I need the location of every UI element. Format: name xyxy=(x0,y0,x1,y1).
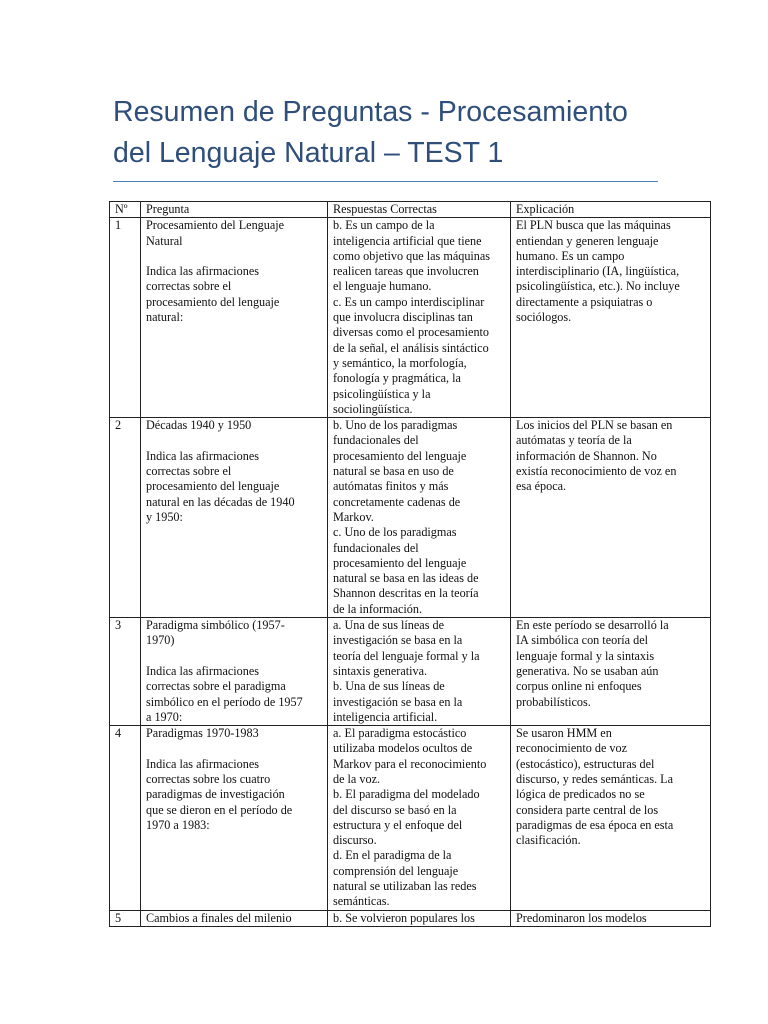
cell-text-line: que involucra disciplinas tan xyxy=(333,310,473,325)
cell-text-line: correctas sobre los cuatro xyxy=(146,771,271,786)
answers-cell xyxy=(328,218,511,418)
table-row xyxy=(110,218,711,418)
cell-text-line: Shannon descritas en la teoría xyxy=(333,586,479,601)
cell-text-line: En este período se desarrolló la xyxy=(516,618,669,633)
cell-text-line: esa época. xyxy=(516,479,567,494)
cell-text-line: Paradigmas 1970-1983 xyxy=(146,726,259,741)
cell-text-line: Indica las afirmaciones xyxy=(146,756,260,771)
row-number: 1 xyxy=(110,218,141,418)
question-cell xyxy=(141,726,328,911)
cell-text-line: y semántico, la morfología, xyxy=(333,355,467,370)
cell-text-line: 1970 a 1983: xyxy=(146,817,210,832)
cell-text-line: inteligencia artificial. xyxy=(333,709,438,724)
cell-text-line: Predominaron los modelos xyxy=(516,910,647,925)
header-question: Pregunta xyxy=(141,202,328,218)
cell-text-line: interdisciplinario (IA, lingüística, xyxy=(516,264,680,279)
cell-text-line: clasificación. xyxy=(516,833,581,848)
answers-cell xyxy=(328,418,511,618)
table-header-row xyxy=(110,202,711,218)
cell-text-line: discurso, y redes semánticas. La xyxy=(516,771,674,786)
cell-text-line: procesamiento del lenguaje xyxy=(146,479,280,494)
cell-text-line: Indica las afirmaciones xyxy=(146,448,260,463)
cell-text-line: teoría del lenguaje formal y la xyxy=(333,648,480,663)
table-row xyxy=(110,618,711,726)
cell-text-line: d. En el paradigma de la xyxy=(333,848,452,863)
table-row xyxy=(110,910,711,926)
cell-text-line: b. Se volvieron populares los xyxy=(333,910,475,925)
cell-text-line: b. Es un campo de la xyxy=(333,218,435,233)
line-gap xyxy=(146,249,323,264)
cell-text-line: a. Una de sus líneas de xyxy=(333,618,445,633)
cell-text-line: Paradigma simbólico (1957- xyxy=(146,618,285,633)
cell-text-line: psicolingüística y la xyxy=(333,386,431,401)
answers-cell xyxy=(328,726,511,911)
cell-text-line: existía reconocimiento de voz en xyxy=(516,464,677,479)
cell-text-line: investigación se basa en la xyxy=(333,694,463,709)
table-row xyxy=(110,418,711,618)
cell-text-line: humano. Es un campo xyxy=(516,248,625,263)
cell-text-line: procesamiento del lenguaje xyxy=(333,555,467,570)
cell-text-line: realicen tareas que involucren xyxy=(333,264,479,279)
explanation-cell xyxy=(511,618,711,726)
cell-text-line: como objetivo que las máquinas xyxy=(333,248,491,263)
question-cell xyxy=(141,418,328,618)
explanation-cell xyxy=(511,726,711,911)
cell-text-line: y 1950: xyxy=(146,509,183,524)
cell-text-line: Markov. xyxy=(333,509,374,524)
answers-cell xyxy=(328,910,511,926)
cell-text-line: Procesamiento del Lenguaje xyxy=(146,218,285,233)
row-number: 3 xyxy=(110,618,141,726)
table-row xyxy=(110,726,711,911)
explanation-cell xyxy=(511,910,711,926)
cell-text-line: El PLN busca que las máquinas xyxy=(516,218,671,233)
explanation-cell xyxy=(511,218,711,418)
cell-text-line: procesamiento del lenguaje xyxy=(146,294,280,309)
cell-text-line: (estocástico), estructuras del xyxy=(516,756,655,771)
cell-text-line: b. Una de sus líneas de xyxy=(333,679,445,694)
cell-text-line: autómatas y teoría de la xyxy=(516,433,632,448)
title-underline xyxy=(113,181,658,182)
cell-text-line: Markov para el reconocimiento xyxy=(333,756,487,771)
cell-text-line: corpus online ni enfoques xyxy=(516,679,642,694)
cell-text-line: b. Uno de los paradigmas xyxy=(333,418,458,433)
document-title xyxy=(113,92,673,174)
cell-text-line: de la señal, el análisis sintáctico xyxy=(333,340,489,355)
cell-text-line: b. El paradigma del modelado xyxy=(333,787,480,802)
cell-text-line: natural: xyxy=(146,310,184,325)
cell-text-line: información de Shannon. No xyxy=(516,448,657,463)
cell-text-line: a 1970: xyxy=(146,709,183,724)
line-gap xyxy=(146,649,323,664)
cell-text-line: considera parte central de los xyxy=(516,802,659,817)
cell-text-line: lenguaje formal y la sintaxis xyxy=(516,648,655,663)
cell-text-line: fundacionales del xyxy=(333,433,419,448)
cell-text-line: correctas sobre el xyxy=(146,279,232,294)
row-number: 5 xyxy=(110,910,141,926)
cell-text-line: concretamente cadenas de xyxy=(333,494,461,509)
cell-text-line: utilizaba modelos ocultos de xyxy=(333,741,473,756)
header-number: Nº xyxy=(110,202,141,218)
cell-text-line: psicolingüística, etc.). No incluye xyxy=(516,279,680,294)
cell-text-line: Los inicios del PLN se basan en xyxy=(516,418,673,433)
cell-text-line: reconocimiento de voz xyxy=(516,741,627,756)
cell-text-line: comprensión del lenguaje xyxy=(333,863,459,878)
cell-text-line: del discurso se basó en la xyxy=(333,802,457,817)
cell-text-line: de la voz. xyxy=(333,771,381,786)
cell-text-line: sintaxis generativa. xyxy=(333,663,428,678)
cell-text-line: natural se basa en uso de xyxy=(333,464,454,479)
cell-text-line: semánticas. xyxy=(333,894,390,909)
row-number: 4 xyxy=(110,726,141,911)
cell-text-line: a. El paradigma estocástico xyxy=(333,726,467,741)
cell-text-line: inteligencia artificial que tiene xyxy=(333,233,482,248)
header-explanation: Explicación xyxy=(511,202,711,218)
cell-text-line: el lenguaje humano. xyxy=(333,279,432,294)
cell-text-line: c. Es un campo interdisciplinar xyxy=(333,294,485,309)
row-number: 2 xyxy=(110,418,141,618)
cell-text-line: sociolingüística. xyxy=(333,401,413,416)
cell-text-line: paradigmas de esa época en esta xyxy=(516,817,674,832)
cell-text-line: sociólogos. xyxy=(516,310,572,325)
cell-text-line: natural en las décadas de 1940 xyxy=(146,494,295,509)
cell-text-line: Cambios a finales del milenio xyxy=(146,910,292,925)
cell-text-line: simbólico en el período de 1957 xyxy=(146,694,303,709)
cell-text-line: 1970) xyxy=(146,633,175,648)
cell-text-line: estructura y el enfoque del xyxy=(333,817,463,832)
cell-text-line: directamente a psiquiatras o xyxy=(516,294,653,309)
summary-table xyxy=(109,201,711,927)
answers-cell xyxy=(328,618,511,726)
cell-text-line: generativa. No se usaban aún xyxy=(516,663,659,678)
cell-text-line: procesamiento del lenguaje xyxy=(333,448,467,463)
cell-text-line: discurso. xyxy=(333,833,377,848)
cell-text-line: probabilísticos. xyxy=(516,694,591,709)
cell-text-line: natural se basa en las ideas de xyxy=(333,571,479,586)
cell-text-line: que se dieron en el período de xyxy=(146,802,293,817)
cell-text-line: Indica las afirmaciones xyxy=(146,663,260,678)
question-cell xyxy=(141,218,328,418)
question-cell xyxy=(141,910,328,926)
cell-text-line: IA simbólica con teoría del xyxy=(516,633,648,648)
title-line: del Lenguaje Natural – TEST 1 xyxy=(113,137,504,169)
cell-text-line: de la información. xyxy=(333,601,423,616)
cell-text-line: correctas sobre el paradigma xyxy=(146,679,286,694)
cell-text-line: diversas como el procesamiento xyxy=(333,325,490,340)
cell-text-line: investigación se basa en la xyxy=(333,633,463,648)
cell-text-line: natural se utilizaban las redes xyxy=(333,879,477,894)
cell-text-line: fonología y pragmática, la xyxy=(333,371,461,386)
cell-text-line: correctas sobre el xyxy=(146,464,232,479)
line-gap xyxy=(146,433,323,448)
cell-text-line: Décadas 1940 y 1950 xyxy=(146,418,252,433)
cell-text-line: paradigmas de investigación xyxy=(146,787,285,802)
cell-text-line: entiendan y generen lenguaje xyxy=(516,233,659,248)
cell-text-line: Indica las afirmaciones xyxy=(146,264,260,279)
cell-text-line: c. Uno de los paradigmas xyxy=(333,525,457,540)
cell-text-line: fundacionales del xyxy=(333,540,419,555)
cell-text-line: Natural xyxy=(146,233,183,248)
header-answers: Respuestas Correctas xyxy=(328,202,511,218)
explanation-cell xyxy=(511,418,711,618)
cell-text-line: Se usaron HMM en xyxy=(516,726,612,741)
cell-text-line: autómatas finitos y más xyxy=(333,479,449,494)
cell-text-line: lógica de predicados no se xyxy=(516,787,645,802)
title-line: Resumen de Preguntas - Procesamiento xyxy=(113,96,628,128)
question-cell xyxy=(141,618,328,726)
line-gap xyxy=(146,741,323,756)
